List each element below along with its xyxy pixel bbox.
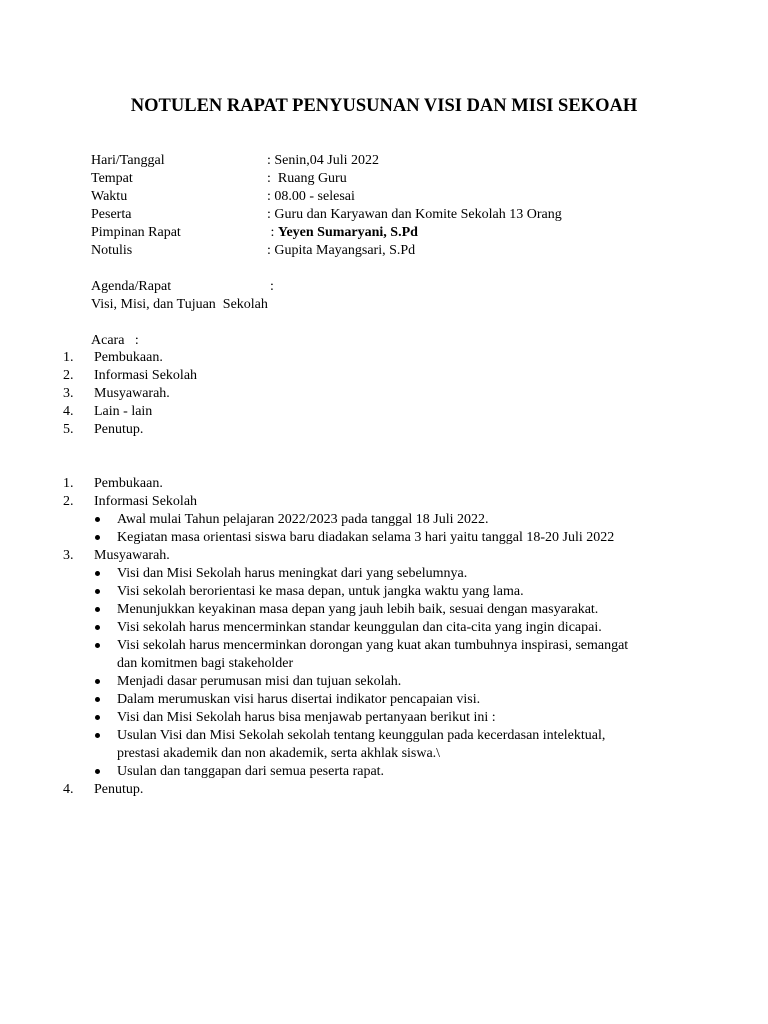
bullet-text: Menunjukkan keyakinan masa depan yang jauh lebih baik, sesuai dengan masyarakat. <box>117 602 599 617</box>
info-row-time <box>91 188 711 206</box>
bullet-text: Dalam merumuskan visi harus disertai indikator pencapaian visi. <box>117 692 481 707</box>
bullet-icon <box>95 643 100 648</box>
bullet-item <box>0 727 720 763</box>
list-item <box>0 349 720 367</box>
list-number: 3. <box>63 386 74 401</box>
list-number: 5. <box>63 422 74 437</box>
bullet-icon <box>95 589 100 594</box>
list-item <box>0 385 720 403</box>
bullet-icon <box>95 769 100 774</box>
bullet-icon <box>95 625 100 630</box>
bullet-item <box>0 565 720 583</box>
list-item <box>0 781 720 799</box>
bullet-icon <box>95 571 100 576</box>
info-row-notetaker <box>91 242 711 260</box>
bullet-list <box>0 511 720 547</box>
list-text: Informasi Sekolah <box>94 494 198 509</box>
bullet-text: Awal mulai Tahun pelajaran 2022/2023 pada tanggal 18 Juli 2022. <box>117 512 489 527</box>
info-value: : Ruang Guru <box>267 171 347 186</box>
document-title: NOTULEN RAPAT PENYUSUNAN VISI DAN MISI SEKOAH <box>130 96 638 116</box>
list-text: Pembukaan. <box>94 476 163 491</box>
info-row-place <box>91 170 711 188</box>
list-text: Penutup. <box>94 422 144 437</box>
info-value: : 08.00 - selesai <box>267 189 355 204</box>
list-text: Musyawarah. <box>94 548 170 563</box>
chair-name: Yeyen Sumaryani, S.Pd <box>277 225 418 240</box>
info-value: : Gupita Mayangsari, S.Pd <box>267 243 416 258</box>
bullet-item <box>0 763 720 781</box>
bullet-item <box>0 691 720 709</box>
bullet-item <box>0 511 720 529</box>
bullet-item <box>0 601 720 619</box>
info-label: Tempat <box>91 171 133 186</box>
list-number: 3. <box>63 548 74 563</box>
list-item <box>0 367 720 385</box>
info-label: Waktu <box>91 189 128 204</box>
list-item <box>0 421 720 439</box>
bullet-item <box>0 529 720 547</box>
info-row-date <box>91 152 711 170</box>
agenda-section <box>91 278 711 314</box>
bullet-item <box>0 709 720 727</box>
bullet-icon <box>95 733 100 738</box>
acara-list <box>0 349 720 439</box>
list-item <box>0 547 720 565</box>
bullet-text: Usulan Visi dan Misi Sekolah sekolah tentang keunggulan pada kecerdasan intelektual, prestasi akademik dan non akademik, serta akhlak siswa.\ <box>117 728 606 761</box>
agenda-heading <box>91 278 711 296</box>
bullet-item <box>0 619 720 637</box>
bullet-list <box>0 565 720 781</box>
list-text: Pembukaan. <box>94 350 163 365</box>
info-value <box>267 224 418 242</box>
bullet-text: Visi sekolah harus mencerminkan dorongan yang kuat akan tumbuhnya inspirasi, semangat dan komitmen bagi stakeholder <box>117 638 629 671</box>
info-row-participants <box>91 206 711 224</box>
list-number: 4. <box>63 782 74 797</box>
list-number: 4. <box>63 404 74 419</box>
acara-label: Acara : <box>91 333 139 348</box>
info-value: : Guru dan Karyawan dan Komite Sekolah 13 Orang <box>267 207 562 222</box>
list-number: 2. <box>63 368 74 383</box>
list-item <box>0 493 720 511</box>
bullet-item <box>0 583 720 601</box>
info-value: : Senin,04 Juli 2022 <box>267 153 380 168</box>
bullet-icon <box>95 715 100 720</box>
list-text: Penutup. <box>94 782 144 797</box>
list-item <box>0 475 720 493</box>
info-label: Notulis <box>91 243 133 258</box>
list-text: Lain - lain <box>94 404 153 419</box>
list-number: 1. <box>63 476 74 491</box>
info-label: Pimpinan Rapat <box>91 225 181 240</box>
list-number: 2. <box>63 494 74 509</box>
agenda-text: Visi, Misi, dan Tujuan Sekolah <box>91 297 268 312</box>
bullet-text: Visi sekolah harus mencerminkan standar keunggulan dan cita-cita yang ingin dicapai. <box>117 620 602 635</box>
bullet-icon <box>95 679 100 684</box>
bullet-item <box>0 637 720 673</box>
bullet-text: Kegiatan masa orientasi siswa baru diadakan selama 3 hari yaitu tanggal 18-20 Juli 2022 <box>117 530 615 545</box>
info-label: Peserta <box>91 207 132 222</box>
bullet-item <box>0 673 720 691</box>
bullet-text: Menjadi dasar perumusan misi dan tujuan sekolah. <box>117 674 402 689</box>
agenda-colon: : <box>270 279 274 294</box>
info-row-chair <box>91 224 711 242</box>
list-number: 1. <box>63 350 74 365</box>
bullet-text: Usulan dan tanggapan dari semua peserta rapat. <box>117 764 385 779</box>
meeting-info <box>91 152 711 260</box>
info-value-prefix: : <box>267 225 278 240</box>
bullet-icon <box>95 607 100 612</box>
info-label: Hari/Tanggal <box>91 153 165 168</box>
agenda-label: Agenda/Rapat <box>91 279 172 294</box>
bullet-text: Visi dan Misi Sekolah harus meningkat dari yang sebelumnya. <box>117 566 468 581</box>
bullet-icon <box>95 535 100 540</box>
bullet-text: Visi dan Misi Sekolah harus bisa menjawab pertanyaan berikut ini : <box>117 710 496 725</box>
bullet-icon <box>95 697 100 702</box>
list-text: Musyawarah. <box>94 386 170 401</box>
details-list <box>0 475 720 799</box>
bullet-icon <box>95 517 100 522</box>
list-item <box>0 403 720 421</box>
bullet-text: Visi sekolah berorientasi ke masa depan, untuk jangka waktu yang lama. <box>117 584 524 599</box>
list-text: Informasi Sekolah <box>94 368 198 383</box>
